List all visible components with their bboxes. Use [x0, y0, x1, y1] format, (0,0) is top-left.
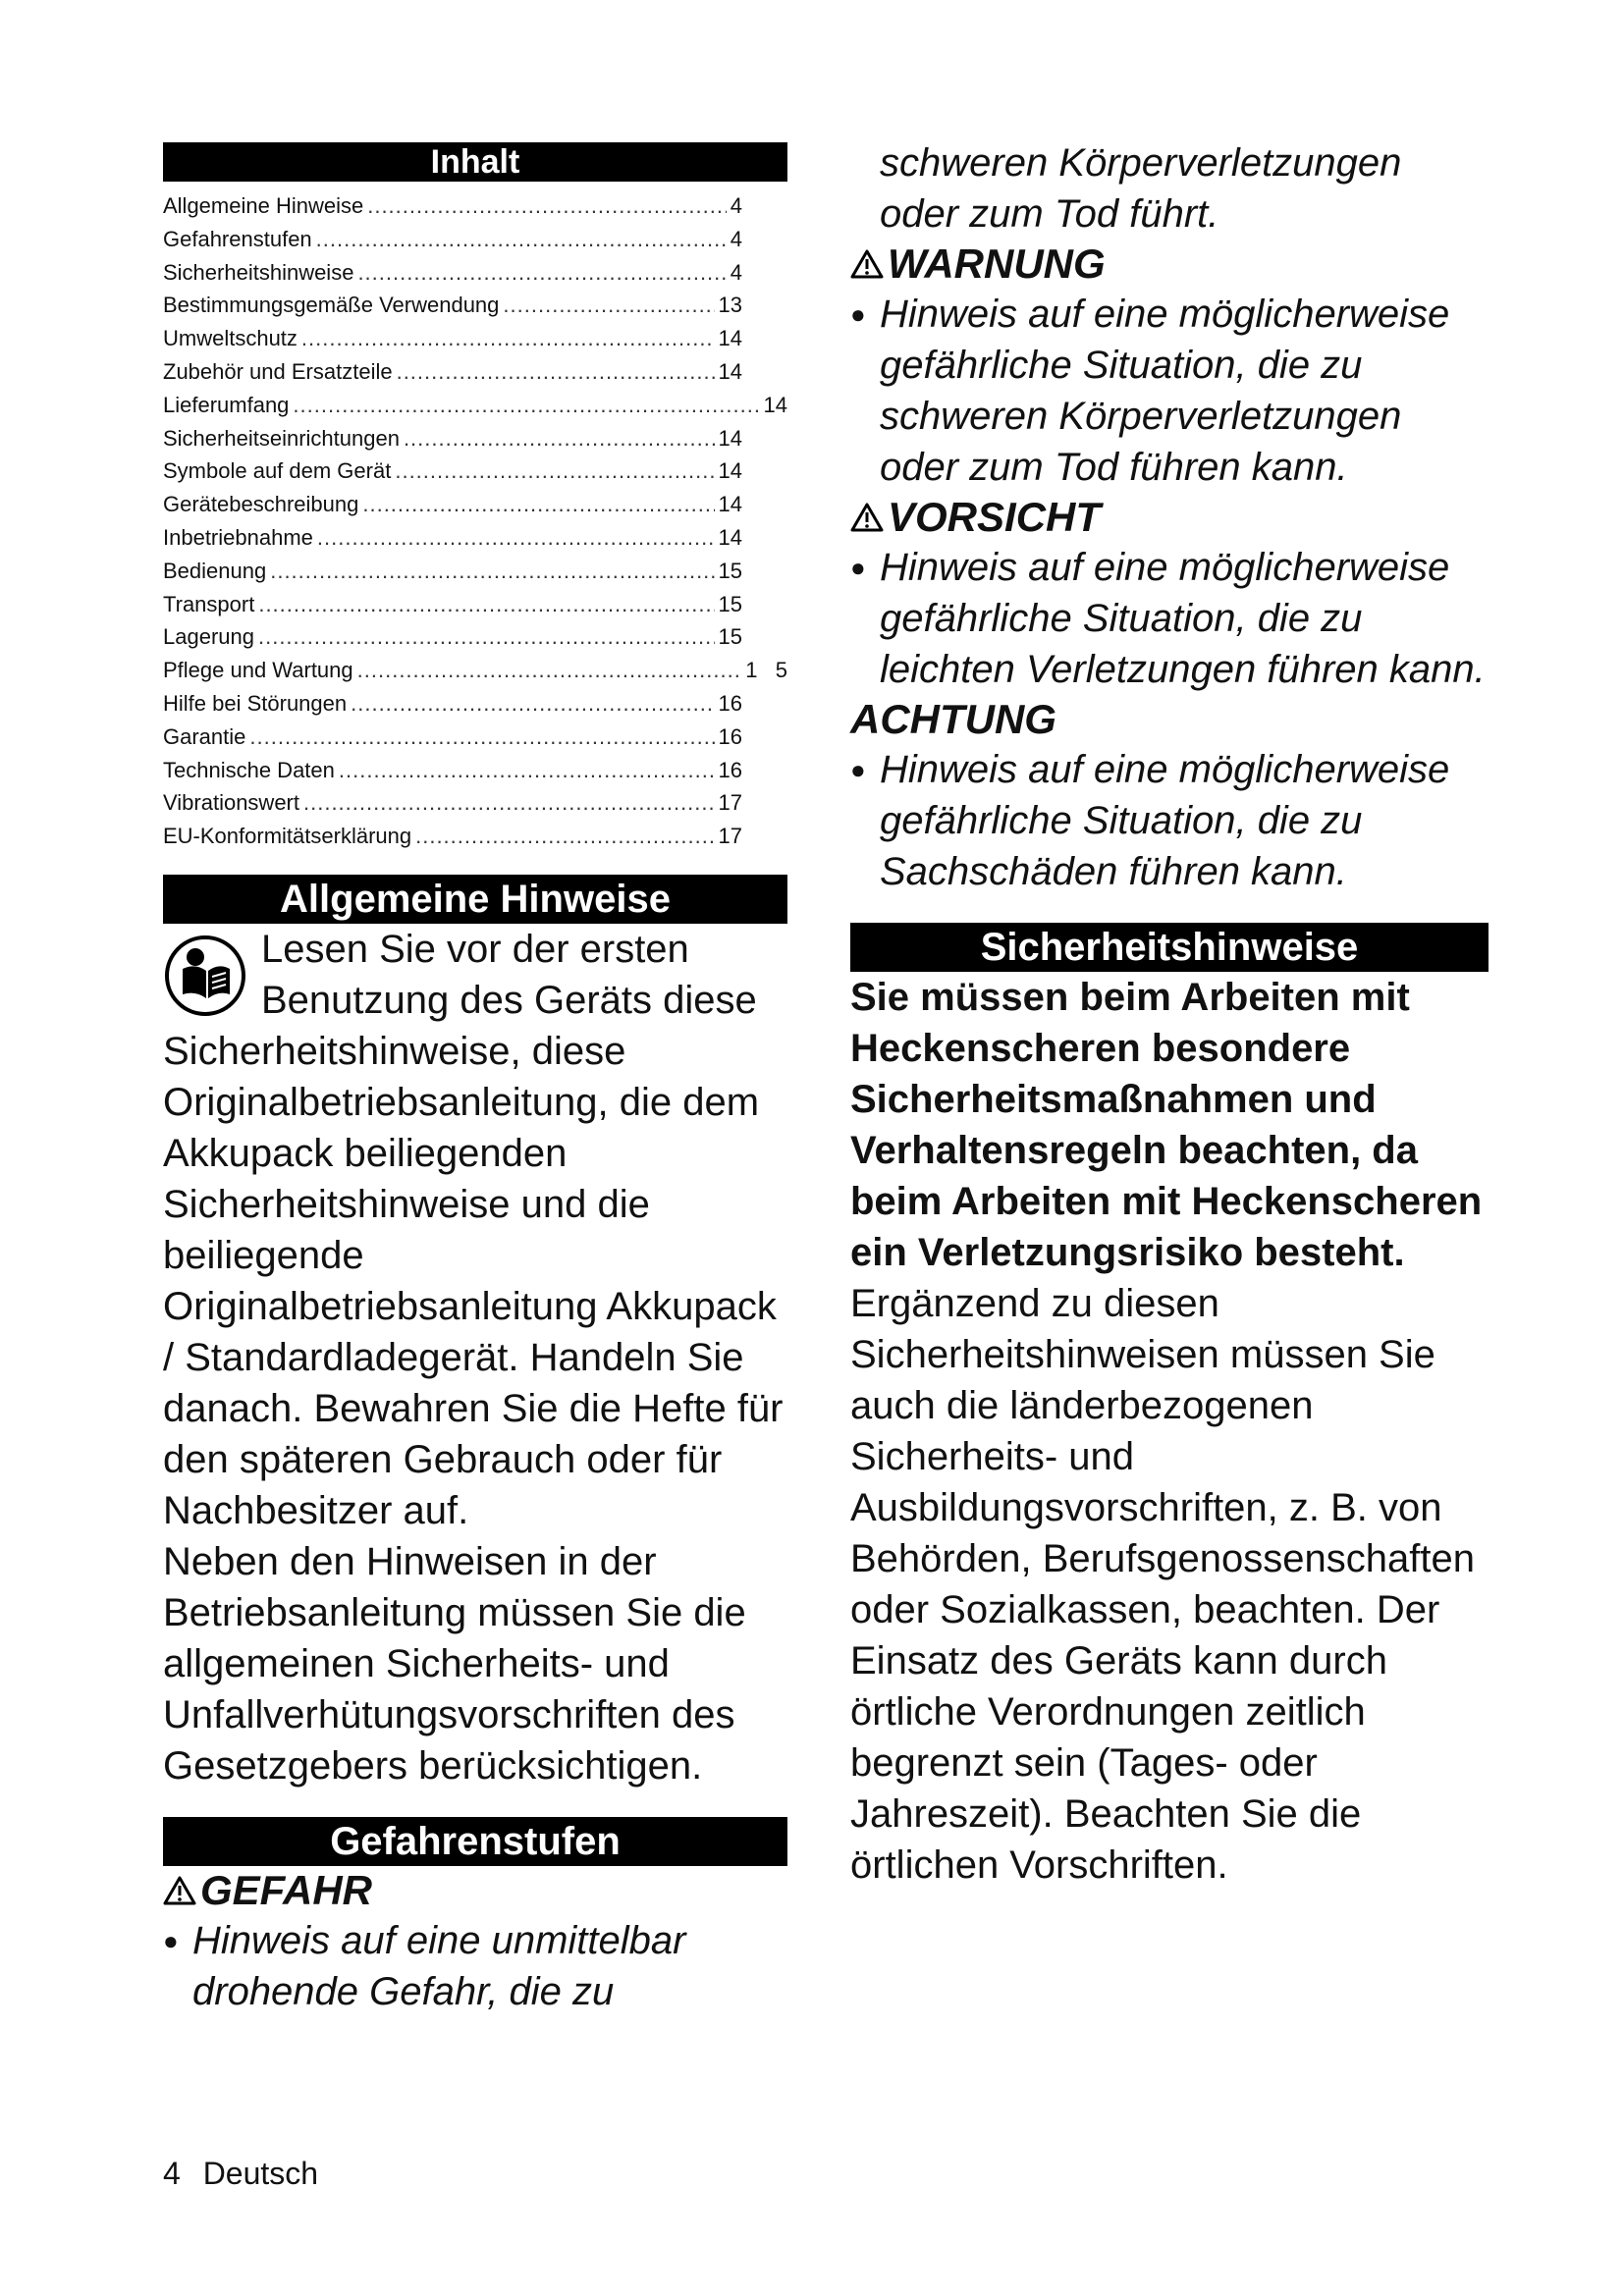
toc-entry[interactable]: Inbetriebnahme ..... 14 — [163, 521, 787, 555]
vorsicht-heading: VORSICHT — [850, 493, 1489, 542]
toc-entry[interactable]: Vibrationswert ..... 17 — [163, 786, 787, 820]
warning-triangle-icon — [163, 1875, 196, 1906]
toc-entry[interactable]: Bestimmungsgemäße Verwendung ..... 13 — [163, 289, 787, 322]
general-paragraph-2: Neben den Hinweisen in der Betriebsanleitung müssen Sie die allgemeinen Sicherheits- und Unfallverhütungsvorschriften des Gesetzgebers berücksichtigen. — [163, 1539, 746, 1788]
toc-entry[interactable]: Symbole auf dem Gerät ..... 14 — [163, 454, 787, 488]
gefahr-text-continued: schweren Körperverletzungen oder zum Tod führt. — [880, 141, 1402, 236]
gefahr-heading: GEFAHR — [163, 1866, 787, 1915]
toc-entry[interactable]: EU-Konformitätserklärung ..... 17 — [163, 820, 787, 853]
page-footer — [163, 2156, 318, 2192]
toc-entry[interactable]: Umweltschutz ..... 14 — [163, 322, 787, 355]
left-column — [163, 142, 787, 2017]
toc-entry[interactable]: Pflege und Wartung ..... 1 5 — [163, 654, 787, 687]
toc-entry[interactable]: Sicherheitseinrichtungen ..... 14 — [163, 422, 787, 455]
general-paragraph-1: Lesen Sie vor der ersten Benutzung des Geräts diese Sicherheitshinweise, diese Originalbetriebsanleitung, die dem Akkupack beiliegenden Sicherheitshinweise und die beiliegende Originalbetriebsanleitung Akkupack / Standardladegerät. Handeln Sie danach. Bewahren Sie die Hefte für den späteren Gebrauch oder für Nachbesitzer auf. — [163, 927, 784, 1532]
right-column — [850, 137, 1489, 1891]
toc-entry[interactable]: Technische Daten ..... 16 — [163, 754, 787, 787]
safety-bold-paragraph: Sie müssen beim Arbeiten mit Heckenscheren besondere Sicherheitsmaßnahmen und Verhaltensregeln beachten, da beim Arbeiten mit Heckenscheren ein Verletzungsrisiko besteht. — [850, 976, 1483, 1274]
general-intro — [163, 924, 787, 1536]
gefahr-text: ● Hinweis auf eine unmittelbar drohende Gefahr, die zu — [163, 1915, 787, 2017]
table-of-contents — [163, 189, 787, 853]
toc-entry[interactable]: Zubehör und Ersatzteile ..... 14 — [163, 355, 787, 389]
toc-entry[interactable]: Bedienung ..... 15 — [163, 555, 787, 588]
warnung-text: ● Hinweis auf eine möglicherweise gefährliche Situation, die zu schweren Körperverletzungen oder zum Tod führen kann. — [850, 289, 1489, 493]
toc-entry[interactable]: Gefahrenstufen ..... 4 — [163, 223, 787, 256]
toc-entry[interactable]: Allgemeine Hinweise ..... 4 — [163, 189, 787, 223]
toc-entry[interactable]: Lagerung ..... 15 — [163, 620, 787, 654]
toc-entry[interactable]: Garantie ..... 16 — [163, 721, 787, 754]
section-heading-hazard: Gefahrenstufen — [163, 1817, 787, 1866]
toc-entry[interactable]: Hilfe bei Störungen ..... 16 — [163, 687, 787, 721]
toc-entry[interactable]: Gerätebeschreibung ..... 14 — [163, 488, 787, 521]
achtung-heading: ACHTUNG — [850, 696, 1056, 742]
warning-triangle-icon — [850, 248, 884, 280]
page-number: 4 — [163, 2156, 181, 2191]
toc-heading: Inhalt — [163, 142, 787, 182]
read-manual-icon — [163, 934, 247, 1018]
toc-entry[interactable]: Sicherheitshinweise ..... 4 — [163, 256, 787, 290]
toc-entry[interactable]: Transport ..... 15 — [163, 588, 787, 621]
safety-paragraph: Ergänzend zu diesen Sicherheitshinweisen müssen Sie auch die länderbezogenen Sicherheits- und Ausbildungsvorschriften, z. B. von Behörden, Berufsgenossenschaften oder Sozialkassen, beachten. Der Einsatz des Geräts kann durch örtliche Verordnungen zeitlich begrenzt sein (Tages- oder Jahreszeit). Beachten Sie die örtlichen Vorschriften. — [850, 1282, 1475, 1887]
warning-triangle-icon — [850, 502, 884, 533]
vorsicht-text: ● Hinweis auf eine möglicherweise gefährliche Situation, die zu leichten Verletzungen führen kann. — [850, 542, 1489, 695]
section-heading-safety: Sicherheitshinweise — [850, 923, 1489, 972]
warnung-heading: WARNUNG — [850, 240, 1489, 289]
achtung-text: ● Hinweis auf eine möglicherweise gefährliche Situation, die zu Sachschäden führen kann. — [850, 744, 1489, 897]
section-heading-general: Allgemeine Hinweise — [163, 875, 787, 924]
toc-entry[interactable]: Lieferumfang ..... 14 — [163, 389, 787, 422]
footer-language: Deutsch — [202, 2156, 319, 2191]
